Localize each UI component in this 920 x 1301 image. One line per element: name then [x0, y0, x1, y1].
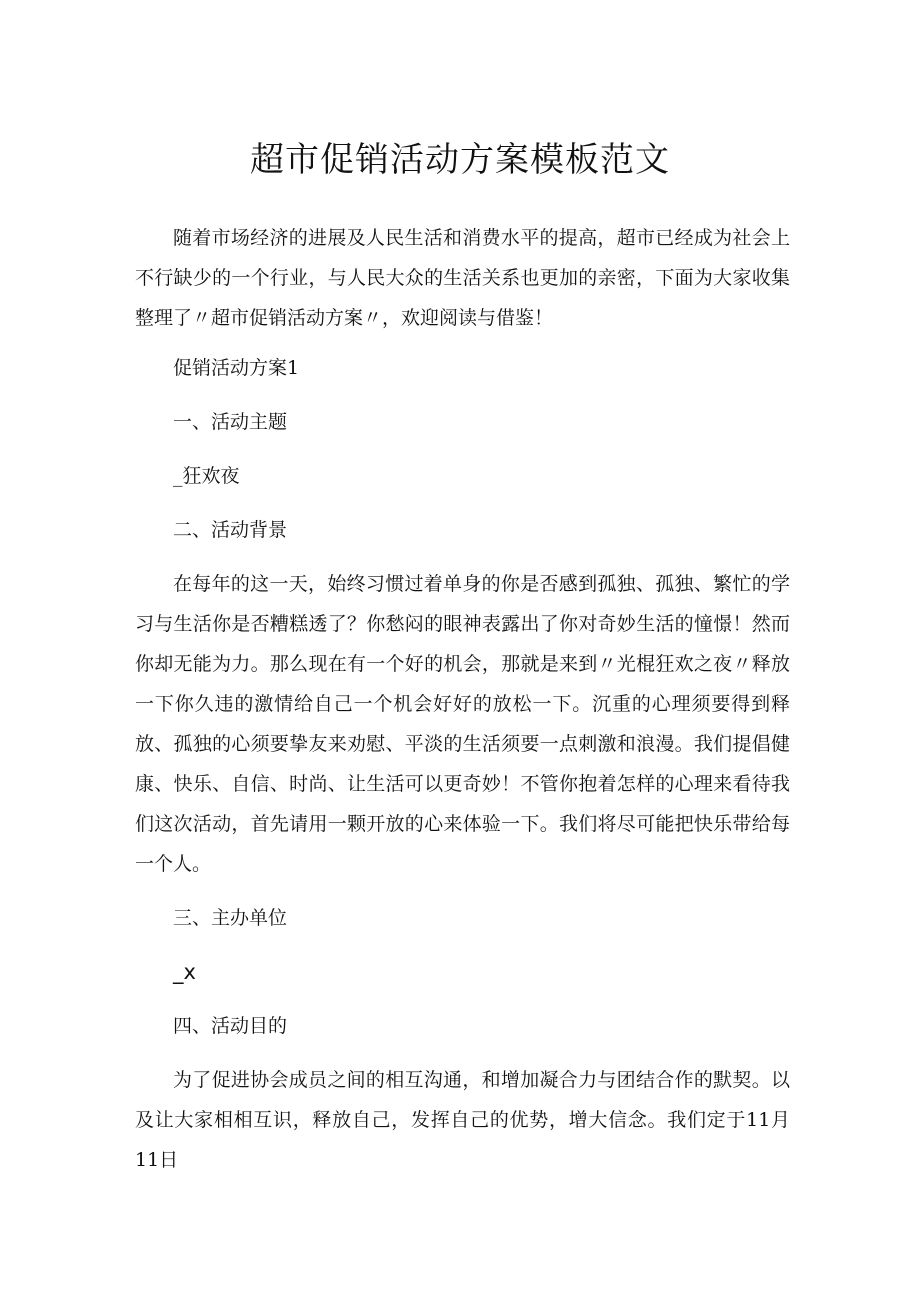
- section1-heading: 一、活动主题: [173, 411, 288, 433]
- section4-heading: 四、活动目的: [173, 1015, 288, 1037]
- section2-heading: 二、活动背景: [173, 519, 288, 541]
- document-body: [135, 218, 790, 1180]
- plan-heading: 促销活动方案1: [173, 357, 300, 379]
- section2-body: 在每年的这一天，始终习惯过着单身的你是否感到孤独、孤独、繁忙的学习与生活你是否糟糕透了？你愁闷的眼神表露出了你对奇妙生活的憧憬！然而你却无能为力。那么现在有一个好的机会，那就是来到〃光棍狂欢之夜〃释放一下你久违的激情给自己一个机会好好的放松一下。沉重的心理须要得到释放、孤独的心须要挚友来劝慰、平淡的生活须要一点刺激和浪漫。我们提倡健康、快乐、自信、时尚、让生活可以更奇妙！不管你抱着怎样的心理来看待我们这次活动，首先请用一颗开放的心来体验一下。我们将尽可能把快乐带给每一个人。: [135, 573, 790, 875]
- section3-body: _x: [173, 960, 196, 984]
- document-title: 超市促销活动方案模板范文: [250, 140, 670, 180]
- intro-paragraph: 随着市场经济的进展及人民生活和消费水平的提高，超市已经成为社会上不行缺少的一个行业，与人民大众的生活关系也更加的亲密，下面为大家收集整理了〃超市促销活动方案〃，欢迎阅读与借鉴！: [135, 227, 790, 329]
- section1-body: _狂欢夜: [173, 465, 240, 487]
- section4-body: 为了促进协会成员之间的相互沟通，和增加凝合力与团结合作的默契。以及让大家相相互识，释放自己，发挥自己的优势，增大信念。我们定于11月11日: [135, 1069, 790, 1171]
- section3-heading: 三、主办单位: [173, 907, 288, 929]
